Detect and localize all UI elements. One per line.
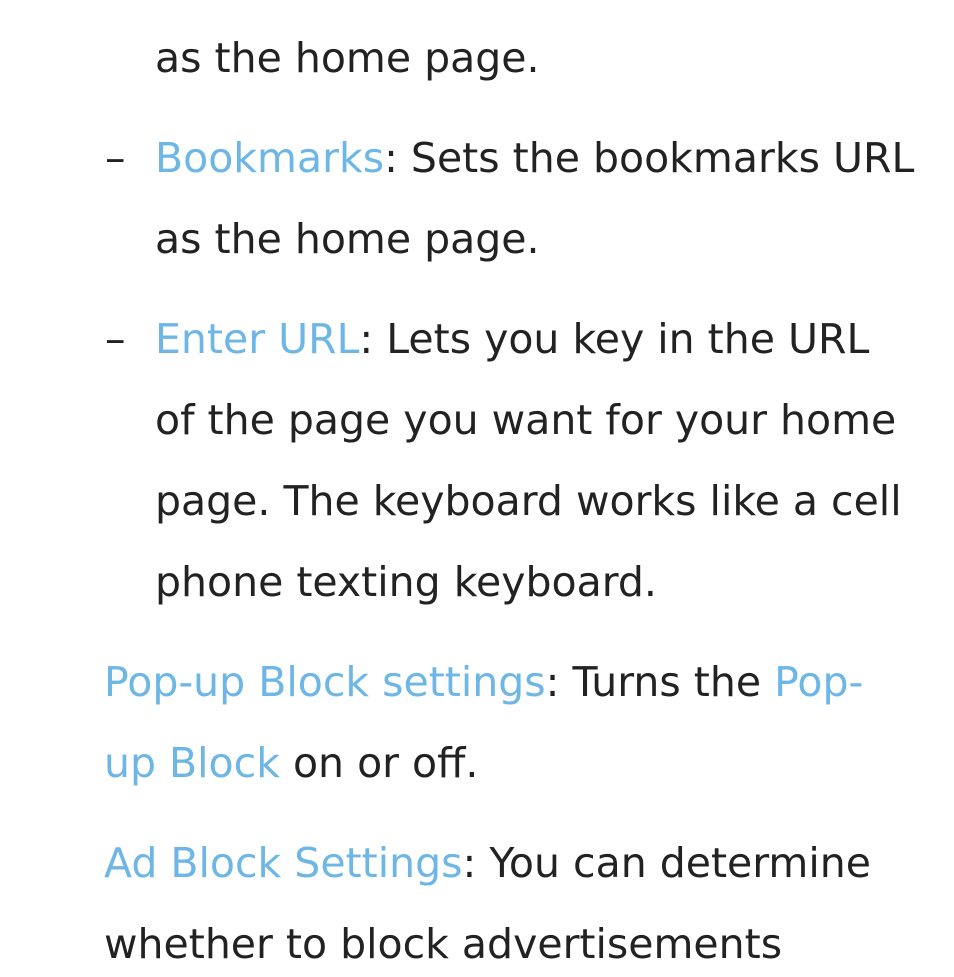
text-line: as the home page. <box>155 215 540 263</box>
text-segment: : Turns the <box>545 658 775 706</box>
text-line: phone texting keyboard. <box>155 558 657 606</box>
text-line: page. The keyboard works like a cell <box>155 477 902 525</box>
paragraph-ad-block <box>104 839 871 887</box>
list-item-enter-url <box>155 315 869 363</box>
paragraph-popup-block <box>104 658 863 706</box>
text-line <box>104 739 478 787</box>
term-enter-url: Enter URL <box>155 315 360 363</box>
text-line: of the page you want for your home <box>155 396 897 444</box>
list-dash: – <box>105 315 126 363</box>
term-ad-block-settings: Ad Block Settings <box>104 839 463 887</box>
text-segment: : Sets the bookmarks URL <box>384 134 915 182</box>
text-segment: on or off. <box>279 739 479 787</box>
term-popup-block-b: up Block <box>104 739 280 787</box>
term-popup-block-a: Pop- <box>774 658 864 706</box>
text-segment: : Lets you key in the URL <box>359 315 870 363</box>
list-dash: – <box>105 134 126 182</box>
term-popup-block-settings: Pop-up Block settings <box>104 658 546 706</box>
text-line: as the home page. <box>155 34 540 82</box>
list-item-bookmarks <box>155 134 914 182</box>
text-segment: : You can determine <box>462 839 871 887</box>
text-line: whether to block advertisements <box>104 920 783 968</box>
term-bookmarks: Bookmarks <box>155 134 385 182</box>
